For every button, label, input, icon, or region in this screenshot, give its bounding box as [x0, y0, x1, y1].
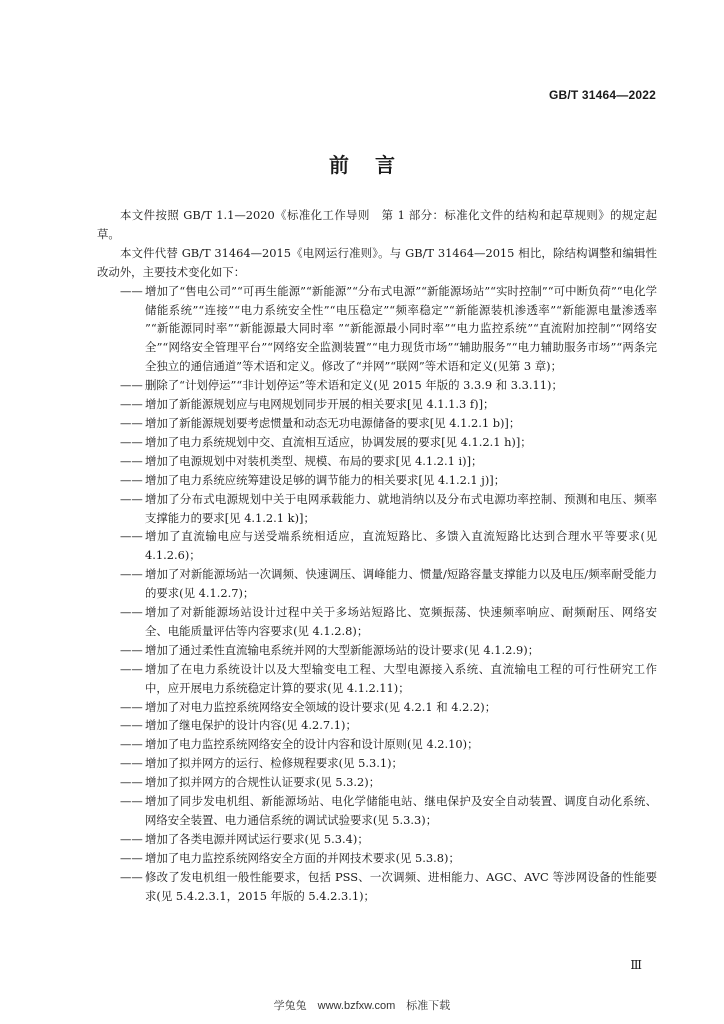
dash-marker: ——: [120, 869, 143, 884]
paragraph-replacement: 本文件代替 GB/T 31464—2015《电网运行准则》。与 GB/T 31464—2015 相比，除结构调整和编辑性改动外，主要技术变化如下：: [97, 245, 657, 279]
dash-marker: ——: [120, 756, 143, 771]
dash-marker: ——: [120, 775, 143, 790]
list-item: [97, 773, 657, 792]
change-text: 增加了对新能源场站一次调频、快速调压、调峰能力、惯量/短路容量支撑能力以及电压/频率耐受能力的要求(见 4.1.2.7)；: [145, 567, 657, 601]
change-text: 增加了拟并网方的运行、检修规程要求(见 5.3.1)；: [145, 756, 403, 771]
change-text: 增加了在电力系统设计以及大型输变电工程、大型电源接入系统、直流输电工程的可行性研究工作中，应开展电力系统稳定计算的要求(见 4.1.2.11)；: [145, 661, 657, 695]
dash-marker: ——: [120, 718, 143, 733]
page-title: 前言: [329, 153, 421, 177]
change-text: 增加了新能源规划应与电网规划同步开展的相关要求[见 4.1.1.3 f)]；: [145, 397, 495, 412]
change-text: 增加了直流输电应与送受端系统相适应，直流短路比、多馈入直流短路比达到合理水平等要求(见 4.1.2.6)；: [145, 529, 657, 563]
list-item: [97, 490, 657, 528]
change-text: 增加了“售电公司”“可再生能源”“新能源”“分布式电源”“新能源场站”“实时控制”“可中断负荷”“电化学储能系统”“连接”“电力系统安全性”“电压稳定”“频率稳定”“新能源装机渗透率”“新能源电量渗透率 ”“新能源同时率”“新能源最大同时率 ”“新能源最小同时率”“电力监控系统”“直流附加控制”“网络安全”“网络安全管理平台”“网络安全监测装置”“电力现货市场”“辅助服务”“电力辅助服务市场”“两条完全独立的通信通道”等术语和定义。修改了“并网”“联网”等术语和定义(见第 3 章)；: [145, 283, 657, 374]
change-text: 增加了电源规划中对装机类型、规模、布局的要求[见 4.1.2.1 i)]；: [145, 453, 483, 468]
list-item: [97, 376, 657, 395]
change-text: 增加了对电力监控系统网络安全领域的设计要求(见 4.2.1 和 4.2.2)；: [145, 699, 497, 714]
change-text: 增加了对新能源场站设计过程中关于多场站短路比、宽频振荡、快速频率响应、耐频耐压、网络安全、电能质量评估等内容要求(见 4.1.2.8)；: [145, 605, 657, 638]
dash-marker: ——: [120, 529, 143, 544]
list-item: [97, 282, 657, 377]
dash-marker: ——: [120, 453, 143, 468]
change-text: 增加了电力系统应统筹建设足够的调节能力的相关要求[见 4.1.2.1 j)]；: [145, 472, 506, 487]
dash-marker: ——: [120, 472, 143, 487]
footer-watermark: 学兔兔 www.bzfxw.com 标准下载: [273, 1000, 451, 1012]
list-item: [97, 735, 657, 754]
dash-marker: ——: [120, 699, 143, 714]
change-text: 增加了同步发电机组、新能源场站、电化学储能电站、继电保护及安全自动装置、调度自动化系统、网络安全装置、电力通信系统的调试试验要求(见 5.3.3)；: [145, 794, 657, 827]
change-text: 增加了电力监控系统网络安全方面的并网技术要求(见 5.3.8)；: [145, 850, 460, 865]
change-text: 增加了分布式电源规划中关于电网承载能力、就地消纳以及分布式电源功率控制、预测和电压、频率支撑能力的要求[见 4.1.2.1 k)]；: [145, 491, 657, 525]
dash-marker: ——: [120, 831, 143, 846]
list-item: [97, 452, 657, 471]
list-item: [97, 660, 657, 698]
change-text: 增加了电力监控系统网络安全的设计内容和设计原则(见 4.2.10)；: [145, 737, 479, 752]
dash-marker: ——: [120, 491, 143, 506]
technical-changes-list: [97, 282, 657, 906]
change-text: 增加了各类电源并网试运行要求(见 5.3.4)；: [145, 831, 369, 846]
list-item: [97, 603, 657, 641]
list-item: [97, 395, 657, 414]
dash-marker: ——: [120, 567, 143, 582]
dash-marker: ——: [120, 794, 143, 809]
list-item: [97, 792, 657, 830]
dash-marker: ——: [120, 283, 143, 298]
dash-marker: ——: [120, 397, 143, 412]
dash-marker: ——: [120, 642, 143, 657]
list-item: [97, 868, 657, 906]
change-text: 增加了电力系统规划中交、直流相互适应，协调发展的要求[见 4.1.2.1 h)]；: [145, 434, 532, 449]
dash-marker: ——: [120, 415, 143, 430]
list-item: [97, 849, 657, 868]
list-item: [97, 527, 657, 565]
foreword-content: [97, 206, 657, 906]
page-number: Ⅲ: [630, 958, 642, 972]
dash-marker: ——: [120, 378, 143, 393]
change-text: 删除了“计划停运”“非计划停运”等术语和定义(见 2015 年版的 3.3.9 和 3.3.11)；: [145, 378, 563, 393]
change-text: 增加了拟并网方的合规性认证要求(见 5.3.2)；: [145, 775, 381, 790]
list-item: [97, 414, 657, 433]
change-text: 增加了通过柔性直流输电系统并网的大型新能源场站的设计要求(见 4.1.2.9)；: [145, 642, 540, 657]
list-item: [97, 641, 657, 660]
dash-marker: ——: [120, 661, 143, 676]
list-item: [97, 830, 657, 849]
list-item: [97, 471, 657, 490]
change-text: 修改了发电机组一般性能要求，包括 PSS、一次调频、进相能力、AGC、AVC 等涉网设备的性能要求(见 5.4.2.3.1，2015 年版的 5.4.2.3.1)；: [145, 869, 657, 903]
paragraph-drafting-rules: 本文件按照 GB/T 1.1—2020《标准化工作导则 第 1 部分：标准化文件的结构和起草规则》的规定起草。: [97, 208, 657, 241]
dash-marker: ——: [120, 850, 143, 865]
change-text: 增加了新能源规划要考虑惯量和动态无功电源储备的要求[见 4.1.2.1 b)]；: [145, 415, 521, 430]
change-text: 增加了继电保护的设计内容(见 4.2.7.1)；: [145, 718, 357, 733]
list-item: [97, 565, 657, 603]
list-item: [97, 716, 657, 735]
list-item: [97, 754, 657, 773]
dash-marker: ——: [120, 737, 143, 752]
list-item: [97, 433, 657, 452]
dash-marker: ——: [120, 434, 143, 449]
list-item: [97, 698, 657, 717]
standard-code: GB/T 31464—2022: [548, 88, 656, 102]
dash-marker: ——: [120, 605, 143, 620]
